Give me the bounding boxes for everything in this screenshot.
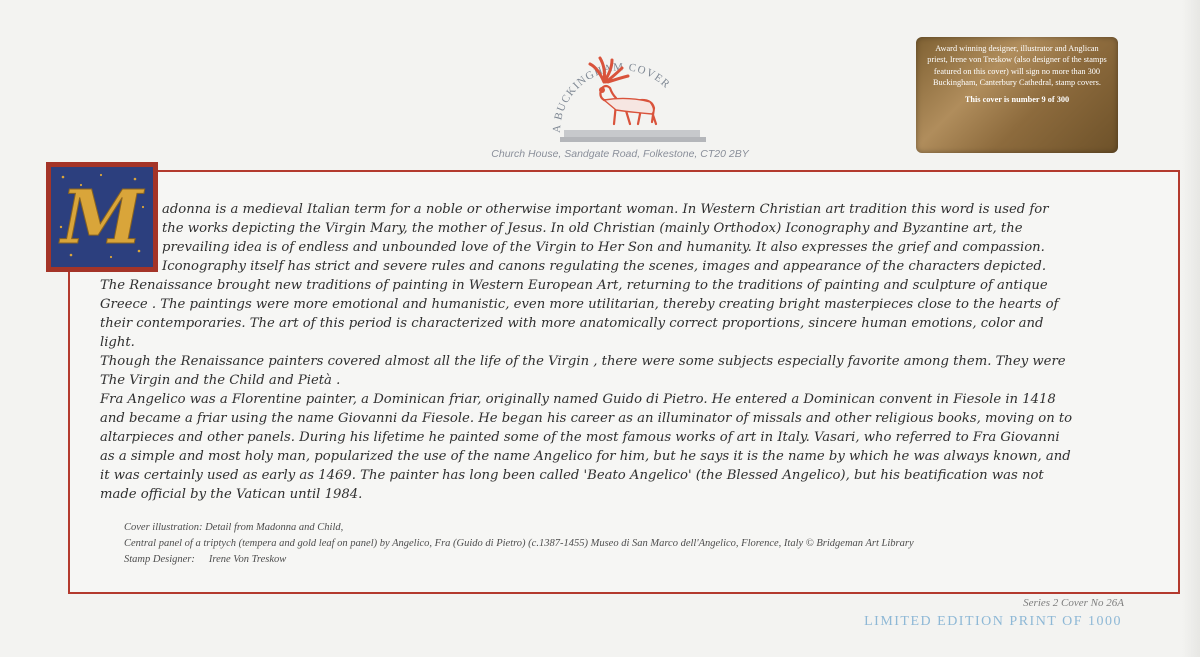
- page-edge: [1182, 0, 1200, 657]
- logo-arc-text: A BUCKINGHAM COVER: [550, 61, 673, 134]
- paragraph-fra-angelico: Fra Angelico was a Florentine painter, a Dominican friar, originally named Guido di Pietro. He entered a Dominican convent in Fiesole in 1418 and became a friar using the name Giovanni da Fiesole. He began his career as an illuminator of missals and other religious books, moving on to altarpieces and other panels. During his lifetime he painted some of the most famous works of art in Italy. Vasari, who referred to Fra Giovanni as a simple and most holy man, popularized the use of the name Angelico for him, but he says it is the name by which he was always known, and it was certainly used as early as 1469. The painter has long been called 'Beato Angelico' (the Blessed Angelico), but his beatification was not made official by the Vatican until 1984.: [100, 392, 1073, 502]
- credit-illustration: Cover illustration: Detail from Madonna and Child,: [124, 522, 344, 533]
- buckingham-logo: [520, 38, 720, 158]
- paragraph-subjects: Though the Renaissance painters covered almost all the life of the Virgin , there were some subjects especially favorite among them. They were The Virgin and the Child and Pietà .: [100, 354, 1066, 388]
- credits: [124, 520, 1024, 568]
- paragraph-renaissance: The Renaissance brought new traditions of painting in Western European Art, returning to the traditions of painting and sculpture of antique Greece . The paintings were more emotional and humanistic, even more utilitarian, thereby creating bright masterpieces close to the hearts of their contemporaries. The art of this period is characterized with more anatomically correct proportions, sincere human emotions, color and light.: [100, 278, 1059, 350]
- signing-label: [916, 37, 1118, 153]
- paragraph-madonna: adonna is a medieval Italian term for a noble or otherwise important woman. In Western Christian art tradition this word is used for the works depicting the Virgin Mary, the mother of Jesus. In old Christian (mainly Orthodox) Iconography and Byzantine art, the prevailing idea is of endless and unbounded love of the Virgin to Her Son and humanity. It also expresses the grief and compassion. Iconography itself has strict and severe rules and canons regulating the scenes, images and appearance of the characters depicted.: [162, 202, 1049, 274]
- article-text: [100, 200, 1073, 504]
- signing-label-text: Award winning designer, illustrator and Anglican priest, Irene von Treskow (also designer of the stamps featured on this cover) will sign no more than 300 Buckingham, Canterbury Cathedral, stamp covers.: [927, 44, 1107, 87]
- initial-letter: M: [61, 175, 143, 261]
- credit-designer: [124, 552, 1024, 568]
- designer-label: Stamp Designer:: [124, 554, 195, 565]
- series-number: Series 2 Cover No 26A: [1023, 597, 1124, 609]
- credit-triptych: Central panel of a triptych (tempera and gold leaf on panel) by Angelico, Fra (Guido di Pietro) (c.1387-1455) Museo di San Marco dell'Angelico, Florence, Italy © Bridgeman Art Library: [124, 538, 914, 549]
- cover-number: This cover is number 9 of 300: [964, 95, 1070, 105]
- logo-address: Church House, Sandgate Road, Folkestone, CT20 2BY: [491, 148, 749, 160]
- limited-edition: LIMITED EDITION PRINT OF 1000: [864, 614, 1122, 629]
- designer-name: Irene Von Treskow: [208, 554, 287, 565]
- stag-icon: [520, 38, 720, 158]
